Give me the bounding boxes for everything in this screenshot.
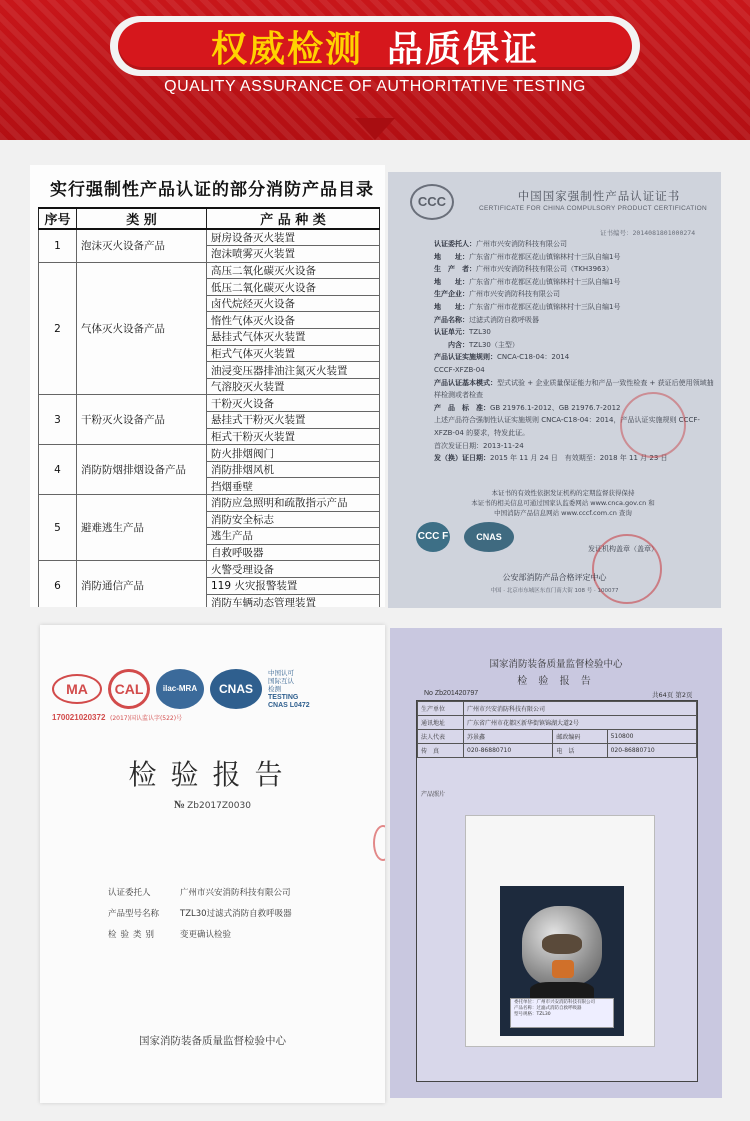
report-info-key: 产品型号名称 — [108, 909, 160, 919]
certificate-row-value: 广州市兴安消防科技有限公司（TKH3963） — [476, 265, 613, 274]
inspection-form — [416, 700, 698, 1082]
catalog-title: 实行强制性产品认证的部分消防产品目录 — [50, 180, 374, 200]
certificate-row-key: 产品名称： — [434, 315, 469, 324]
certificate-row-value: 上述产品符合强制性认证实施规则 CNCA-C18-04：2014，产品认证实施规则 CCCF-XFZB-04 的要求，特发此证。 — [434, 416, 700, 437]
cnas-caption-3: 检测 — [268, 685, 281, 693]
header-no: 序号 — [39, 208, 77, 229]
red-seal — [620, 392, 686, 458]
certificate-logos — [416, 522, 514, 552]
certificate-row — [434, 364, 714, 377]
table-row — [39, 229, 380, 246]
report-cover-panel — [40, 625, 385, 1103]
product-tag-line: 委托单位：广州市兴安消防科技有限公司 — [514, 1000, 595, 1005]
certificate-number: 证书编号：2014081801000274 — [600, 229, 696, 237]
row-product: 干粉灭火设备 — [207, 395, 380, 412]
header-banner — [0, 0, 750, 140]
certificate-row-value: GB 21976.1-2012、GB 21976.7-2012 — [490, 403, 621, 412]
report-number — [40, 799, 385, 811]
ilac-mra-logo: ilac-MRA — [156, 669, 204, 709]
certificate-row — [434, 326, 714, 339]
row-product: 消防安全标志 — [207, 511, 380, 528]
row-number: 6 — [39, 561, 77, 607]
inspection-field-label: 电 话 — [553, 744, 607, 758]
inspection-title: 检 验 报 告 — [517, 676, 595, 687]
certificate-row-key: 生 产 者： — [434, 265, 476, 274]
row-product: 119 火灾报警装置 — [207, 577, 380, 594]
inspection-field-label: 通讯地址 — [418, 716, 464, 730]
table-row — [39, 395, 380, 412]
row-product: 柜式气体灭火装置 — [207, 345, 380, 362]
certificate-row — [434, 263, 714, 276]
cnas-caption-2: 国际互认 — [268, 677, 294, 685]
banner-subtitle: QUALITY ASSURANCE OF AUTHORITATIVE TESTING — [164, 78, 586, 95]
accreditation-logos — [52, 669, 310, 709]
product-tag — [510, 998, 614, 1028]
certificate-row-value: 2015 年 11 月 24 日 有效期至：2018 年 11 月 23 日 — [490, 454, 668, 463]
issuer-address: 中国 · 北京市东城区东直门南大街 108 号 · 100077 — [490, 588, 619, 594]
inspection-field-value: 020-86880710 — [464, 744, 553, 758]
certificate-row-key: 认证委托人： — [434, 240, 476, 248]
row-product: 悬挂式干粉灭火装置 — [207, 412, 380, 429]
report-number-value: Zb2017Z0030 — [187, 801, 251, 811]
inspection-pages: 共64页 第2页 — [652, 691, 693, 699]
row-category: 泡沫灭火设备产品 — [77, 229, 207, 262]
certificate-row-value: 型式试验 + 企业质量保证能力和产品一致性检查 + 获证后使用领域抽样检测或者检查 — [434, 378, 714, 400]
certificate-footer-line: 本证书的相关信息可通过国家认监委网站 www.cnca.gov.cn 和 — [471, 499, 655, 507]
cma-logo: MA — [52, 674, 102, 704]
certificate-footer — [408, 488, 718, 518]
inspection-field-value: 广州市兴安消防科技有限公司 — [464, 702, 697, 716]
row-product: 悬挂式气体灭火装置 — [207, 329, 380, 346]
cnas-caption — [268, 669, 310, 709]
report-info-value: 变更确认检验 — [180, 930, 232, 940]
inspection-field-value: 广东省广州市花都区新华街镇锦湖大道2号 — [464, 716, 697, 730]
banner-title-gold: 权威检测 — [210, 28, 363, 70]
row-product: 挡烟垂壁 — [207, 478, 380, 495]
report-info-row — [108, 925, 292, 946]
inspection-report-panel — [390, 628, 722, 1098]
row-product: 卤代烷烃灭火设备 — [207, 295, 380, 312]
inspection-number: No Zb201420797 — [424, 690, 479, 697]
inspection-row — [418, 730, 697, 744]
banner-pill — [118, 22, 632, 70]
ccc-logo: CCC — [410, 184, 454, 220]
certificate-row-value: 过滤式消防自救呼吸器 — [469, 315, 539, 324]
certificate-row-value: 广东省广州市花都区花山镇锦林村十三队自编1号 — [469, 252, 621, 261]
product-photo — [465, 815, 655, 1047]
certificate-row-value: 广东省广州市花都区花山镇锦林村十三队自编1号 — [469, 302, 621, 311]
photo-background — [500, 886, 624, 1036]
inspection-field-label: 传 真 — [418, 744, 464, 758]
cma-code: 170021020372 — [52, 713, 106, 722]
certificate-row-key: 认证单元： — [434, 328, 469, 337]
visor-icon — [542, 934, 582, 954]
testing-center: 国家消防装备质量监督检验中心 — [139, 1035, 286, 1047]
certificate-footer-line: 本证书的有效性依据发证机构的定期监督获得保持 — [491, 489, 635, 497]
issuer-name: 公安部消防产品合格评定中心 — [502, 573, 607, 582]
cal-code: (2017)国认监认字(522)号 — [110, 715, 183, 722]
row-number: 4 — [39, 445, 77, 495]
row-category: 避难逃生产品 — [77, 495, 207, 561]
certificate-row-key: 产品认证基本模式： — [434, 378, 497, 387]
certificate-row-key: 地 址： — [434, 277, 469, 286]
cnas-caption-5: CNAS L0472 — [268, 702, 310, 709]
row-product: 泡沫喷雾灭火装置 — [207, 246, 380, 263]
certificate-footer-line: 中国消防产品信息网站 www.cccf.com.cn 查询 — [494, 509, 632, 517]
certificate-row — [434, 288, 714, 301]
certificate-row — [434, 276, 714, 289]
row-product: 油浸变压器排油注氮灭火装置 — [207, 362, 380, 379]
certificate-row-value: CCCF-XFZB-04 — [434, 365, 485, 374]
product-tag-line: 型号规格：TZL30 — [514, 1012, 551, 1017]
row-number: 1 — [39, 229, 77, 262]
inspection-field-label: 邮政编码 — [553, 730, 607, 744]
header-category: 类 别 — [77, 208, 207, 229]
certificate-row-value: TZL30（主型） — [469, 340, 519, 349]
inspection-field-label: 法人代表 — [418, 730, 464, 744]
row-number: 2 — [39, 262, 77, 395]
banner-title-white: 品质保证 — [387, 28, 540, 70]
product-tag-line: 产品名称：过滤式消防自救呼吸器 — [514, 1006, 582, 1011]
report-info-row — [108, 883, 292, 904]
ccc-certificate-panel — [388, 172, 721, 608]
report-title: 检验报告 — [128, 758, 297, 791]
certificate-row-key: 产品认证实施规则： — [434, 353, 497, 362]
certificate-row-key: 生产企业： — [434, 290, 469, 299]
report-info-key: 认证委托人 — [108, 888, 151, 898]
row-product: 消防车辆动态管理装置 — [207, 594, 380, 607]
inspection-field-value: 510800 — [607, 730, 696, 744]
certificate-row-value: 广州市兴安消防科技有限公司 — [476, 240, 567, 248]
row-product: 防火排烟阀门 — [207, 445, 380, 462]
row-product: 高压二氧化碳灭火设备 — [207, 262, 380, 279]
table-row — [39, 445, 380, 462]
row-category: 消防防烟排烟设备产品 — [77, 445, 207, 495]
cccf-logo: CCC F — [416, 522, 450, 552]
certificate-row-key: 内含： — [434, 340, 469, 349]
certificate-row-key: 地 址： — [434, 252, 469, 261]
row-category: 消防通信产品 — [77, 561, 207, 607]
certificate-row-value: TZL30 — [469, 328, 491, 337]
certificate-row-value: 广州市兴安消防科技有限公司 — [469, 290, 560, 299]
stamp-label: 发证机构盖章（盖章） — [588, 545, 658, 553]
report-info-row — [108, 904, 292, 925]
certificate-row — [434, 452, 714, 465]
row-number: 5 — [39, 495, 77, 561]
row-product: 消防排烟风机 — [207, 461, 380, 478]
certificate-row — [434, 314, 714, 327]
banner-title — [211, 21, 539, 72]
inspection-row — [418, 702, 697, 716]
cnas-caption-1: 中国认可 — [268, 669, 294, 677]
report-info-value: TZL30过滤式消防自救呼吸器 — [180, 909, 292, 919]
certificate-row-value: CNCA-C18-04：2014 — [497, 353, 570, 362]
row-product: 气溶胶灭火装置 — [207, 378, 380, 395]
inspection-field-label: 生产单位 — [418, 702, 464, 716]
table-row — [39, 495, 380, 512]
row-product: 柜式干粉灭火装置 — [207, 428, 380, 445]
inspection-field-value: 020-86880710 — [607, 744, 696, 758]
cnas-logo: CNAS — [464, 522, 514, 552]
catalog-header-row — [39, 208, 380, 229]
row-number: 3 — [39, 395, 77, 445]
row-product: 逃生产品 — [207, 528, 380, 545]
number-sign: № — [174, 799, 186, 811]
row-category: 干粉灭火设备产品 — [77, 395, 207, 445]
certificate-title-en: CERTIFICATE FOR CHINA COMPULSORY PRODUCT CERTIFICATION — [478, 205, 708, 212]
banner-arrow-icon — [355, 118, 395, 140]
row-product: 低压二氧化碳灭火设备 — [207, 279, 380, 296]
inspection-row — [418, 716, 697, 730]
row-product: 自救呼吸器 — [207, 544, 380, 561]
certificate-row — [434, 301, 714, 314]
filter-icon — [552, 960, 574, 978]
inspection-row — [418, 744, 697, 758]
edge-seal — [373, 825, 385, 861]
certificate-title: 中国国家强制性产品认证证书 — [517, 189, 681, 203]
cal-logo: CAL — [108, 669, 150, 709]
row-product: 厨房设备灭火装置 — [207, 229, 380, 246]
certificate-row — [434, 251, 714, 264]
row-product: 火警受理设备 — [207, 561, 380, 578]
table-row — [39, 561, 380, 578]
certificate-row — [434, 238, 714, 251]
row-category: 气体灭火设备产品 — [77, 262, 207, 395]
certificate-row-key: 产 品 标 准： — [434, 403, 490, 412]
report-info-key: 检验类别 — [108, 930, 159, 940]
certificate-row — [434, 351, 714, 364]
row-product: 消防应急照明和疏散指示产品 — [207, 495, 380, 512]
cnas-caption-4: TESTING — [268, 694, 299, 701]
certificate-row — [434, 339, 714, 352]
certificate-row-value: 广东省广州市花都区花山镇锦林村十三队自编1号 — [469, 277, 621, 286]
certificate-row-key: 地 址： — [434, 302, 469, 311]
cnas-logo: CNAS — [210, 669, 262, 709]
catalog-table — [38, 207, 380, 607]
report-info-value: 广州市兴安消防科技有限公司 — [180, 888, 291, 898]
photo-label: 产品照片 — [421, 791, 446, 798]
report-info — [108, 883, 292, 946]
certificate-row-value: 首次发证日期：2013-11-24 — [434, 441, 524, 450]
inspection-table — [417, 701, 697, 758]
header-products: 产 品 种 类 — [207, 208, 380, 229]
table-row — [39, 262, 380, 279]
certificate-row-key: 发（换）证日期： — [434, 454, 490, 463]
inspection-org: 国家消防装备质量监督检验中心 — [489, 659, 623, 670]
inspection-field-value: 苏景鑫 — [464, 730, 553, 744]
row-product: 惰性气体灭火设备 — [207, 312, 380, 329]
catalog-table-panel — [30, 165, 385, 607]
